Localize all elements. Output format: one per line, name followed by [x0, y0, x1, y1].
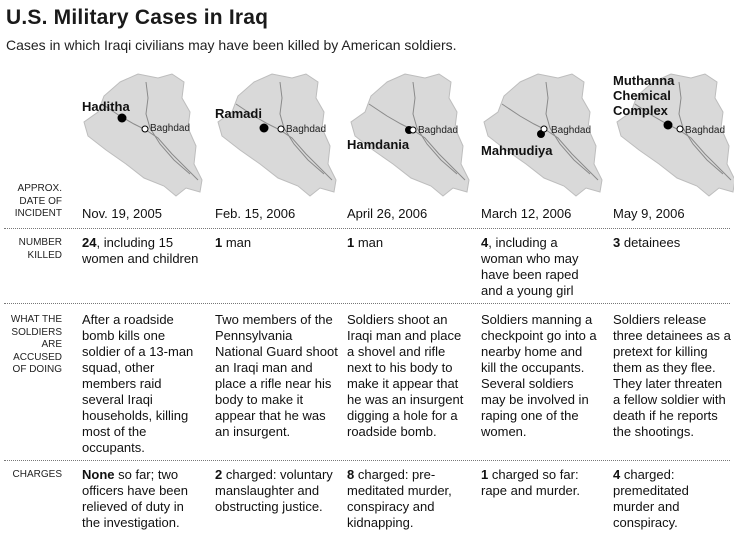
charges-cell [82, 467, 202, 531]
killed-cell [82, 235, 202, 267]
baghdad-marker [677, 126, 683, 132]
date-cell: Feb. 15, 2006 [215, 206, 296, 221]
iraq-shape [218, 74, 336, 196]
location-label: Haditha [82, 99, 130, 114]
killed-detail: , including a woman who may have been raped and a young girl [481, 235, 579, 298]
baghdad-label: Baghdad [685, 125, 726, 136]
accused-cell: Soldiers manning a checkpoint go into a nearby home and kill the occupants. Several soldiers may be involved in raping one of the women. [481, 312, 597, 439]
date-cell: Nov. 19, 2005 [82, 206, 162, 221]
iraq-shape [84, 74, 202, 196]
killed-cell [481, 235, 596, 299]
incident-marker [664, 121, 673, 130]
charges-cell [215, 467, 337, 515]
accused-cell: After a roadside bomb kills one soldier of a 13-man squad, other members raid several Iraqi households, killing most of the occupants. [82, 312, 194, 455]
charges-detail: charged: voluntary manslaughter and obstructing justice. [215, 467, 333, 514]
row-divider [4, 303, 730, 304]
charges-cell [481, 467, 599, 499]
killed-count: 24 [82, 235, 97, 250]
charges-detail: so far; two officers have been relieved of duty in the investigation. [82, 467, 188, 530]
page-subtitle: Cases in which Iraqi civilians may have been killed by American soldiers. [6, 37, 457, 53]
map-haditha [80, 68, 204, 202]
killed-count: 1 [347, 235, 355, 250]
charges-count: 8 [347, 467, 355, 482]
charges-cell [613, 467, 731, 531]
charges-detail: charged: premeditated murder and conspiracy. [613, 467, 689, 530]
row-label-charges: CHARGES [12, 469, 62, 480]
accused-cell: Two members of the Pennsylvania National Guard shoot an Iraqi man and place a rifle near his body to make it appear that he was an insurgent. [215, 312, 338, 439]
baghdad-label: Baghdad [286, 124, 327, 135]
map-ramadi [214, 68, 338, 202]
row-divider [4, 228, 730, 229]
incident-marker [260, 124, 269, 133]
baghdad-marker [278, 126, 284, 132]
baghdad-label: Baghdad [150, 123, 191, 134]
location-label: Hamdania [347, 137, 410, 152]
location-label: Mahmudiya [481, 143, 553, 158]
charges-count: 1 [481, 467, 489, 482]
baghdad-marker [142, 126, 148, 132]
accused-cell: Soldiers shoot an Iraqi man and place a shovel and rifle next to his body to make it appear that he was an insurgent digging a hole for a roadside bomb. [347, 312, 464, 439]
date-cell: April 26, 2006 [347, 206, 428, 221]
location-label: Muthanna Chemical Complex [613, 73, 675, 118]
date-cell: March 12, 2006 [481, 206, 572, 221]
killed-detail: , including 15 women and children [82, 235, 199, 266]
killed-cell [215, 235, 343, 251]
incident-marker [118, 114, 127, 123]
date-cell: May 9, 2006 [613, 206, 685, 221]
accused-cell: Soldiers release three detainees as a pretext for killing them as they flee. They later threaten a fellow soldier with death if he reports the shootings. [613, 312, 731, 439]
baghdad-marker [410, 127, 416, 133]
baghdad-label: Baghdad [551, 125, 592, 136]
killed-count: 4 [481, 235, 489, 250]
row-label-date: APPROX. DATE OF INCIDENT [14, 183, 62, 219]
killed-detail: man [222, 235, 252, 250]
row-label-accused: WHAT THE SOLDIERS ARE ACCUSED OF DOING [10, 314, 62, 375]
killed-detail: man [354, 235, 384, 250]
killed-cell [347, 235, 475, 251]
baghdad-marker [541, 126, 547, 132]
charges-count: 4 [613, 467, 621, 482]
charges-detail: charged so far: rape and murder. [481, 467, 581, 498]
row-divider [4, 460, 730, 461]
killed-count: 3 [613, 235, 621, 250]
charges-count: None [82, 467, 115, 482]
charges-detail: charged: pre-meditated murder, conspiracy and kidnapping. [347, 467, 452, 530]
charges-cell [347, 467, 471, 531]
charges-count: 2 [215, 467, 223, 482]
baghdad-label: Baghdad [418, 125, 459, 136]
killed-detail: detainees [620, 235, 681, 250]
row-label-killed: NUMBER KILLED [18, 237, 62, 261]
page-title: U.S. Military Cases in Iraq [6, 6, 269, 29]
killed-cell [613, 235, 734, 251]
location-label: Ramadi [215, 106, 262, 121]
killed-count: 1 [215, 235, 223, 250]
